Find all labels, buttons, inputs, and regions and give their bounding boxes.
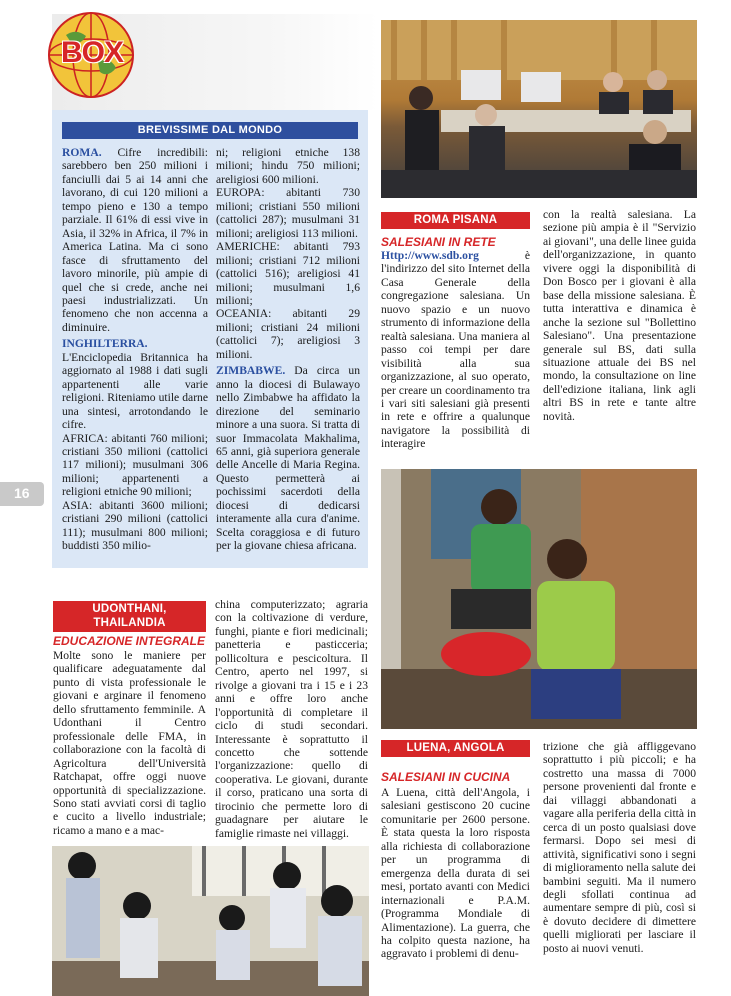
- luena-body-2: trizione che già affliggevano soprattutto i più piccoli; e ha costretto una massa di 7000 persone provenienti dal fronte e dai villaggi abbandonati a vagare alla periferia della città in cerca di un posto qualsiasi dove fermarsi. Dopo sei mesi di attività, significativi sono i segni di miglioramento nella salute dei bambini seguiti. Ma il numero degli sfollati continua ad aumentare sempre di più, così si è dovuto decidere di dimettere quelli migliorati per lasciare il posto ai nuovi venuti.: [543, 740, 696, 955]
- page-number: 16: [14, 485, 30, 501]
- luena-column-1: [381, 786, 530, 961]
- luena-body-1: A Luena, città dell'Angola, i salesiani gestiscono 20 cucine comunitarie per 2600 persone. È stata questa la loro risposta alla richiesta di collaborazione per un programma di emergenza della durata di sei mesi, portato avanti con Medici internazionali e P.A.M. (Programma Mondiale di Alimentazione). La guerra, che ha colpito questa nazione, ha aggravato i problemi di denu-: [381, 786, 530, 961]
- item-lead: INGHILTERRA.: [62, 337, 148, 351]
- roma-body-1: è l'indirizzo del sito Internet della Casa Generale della congregazione salesiana. Un nuovo spazio e un nuovo strumento di informazione della realtà salesiana. Una maniera al passo coi tempi per dare visibilità alla sua organizzazione, al suo operato, per creare un coordinamento tra i vari siti salesiani già presenti in rete e offrire a qualunque navigatore la possibilità di interagire: [381, 249, 530, 451]
- udon-body-2: china computerizzato; agraria con la coltivazione di verdure, funghi, piante e fiori medicinali; panetteria e pasticceria; pollicoltura e pescicoltura. Il Centro, aperto nel 1997, si rivolge a giovani tra i 15 e i 23 anni e offre loro anche l'opportunità di completare il ciclo di studi secondari. Interessante è soprattutto il concetto che sottende l'organizzazione: quello di cooperativa. Le giovani, durante il corso, praticano una sorta di tirocinio che permette loro di guadagnare per aiutare le famiglie rimaste nei villaggi.: [215, 598, 368, 840]
- box-column-1: [62, 146, 208, 553]
- item-text: AMERICHE: abitanti 793 milioni; cristiani 712 milioni (cattolici 516); areligiosi 41 milioni; musulmani 1,6 milioni;: [216, 240, 360, 307]
- luena-subheading: SALESIANI IN CUCINA: [381, 770, 511, 784]
- udon-heading: [53, 601, 206, 632]
- roma-column-2: [543, 208, 696, 423]
- udon-heading-text: UDONTHANI, THAILANDIA: [92, 603, 167, 629]
- box-item: [62, 146, 208, 334]
- box-item: [62, 337, 208, 431]
- item-text: Da circa un anno la diocesi di Bulawayo nello Zimbabwe ha affidato la direzione del seminario minore a una suora. Si tratta di suor Immacolata Makhalima, 65 anni, già superiora generale delle Ancelle di Maria Regina. Questo permetterà ai pochissimi sacerdoti della diocesi di dedicarsi interamente alla cura d'anime. Scelta coraggiosa e di futuro per la giovane chiesa africana.: [216, 364, 360, 553]
- item-text: ni; religioni etniche 138 milioni; hindu 750 milioni; areligiosi 600 milioni.: [216, 146, 360, 186]
- item-text: AFRICA: abitanti 760 milioni; cristiani 350 milioni (cattolici 117 milioni); musulmani 306 milioni; appartenenti a religioni etniche 90 milioni;: [62, 431, 208, 499]
- udon-column-1: [53, 649, 206, 837]
- item-text: OCEANIA: abitanti 29 milioni; cristiani 24 milioni (cattolici 7); areligiosi 3 milioni.: [216, 307, 360, 361]
- item-text: Cifre incredibili: sarebbero ben 250 milioni i fanciulli dai 5 ai 14 anni che lavorano, di cui 120 milioni a tempo pieno e 130 a tempo parziale. Il 61% di essi vive in Asia, il 32% in Africa, il 7% in America Latina. Ma ci sono fasce di sfruttamento del lavoro minorile, più ampie di quel che si crede, anche nei paesi industrializzati. Un fenomeno che non accenna a diminuire.: [62, 146, 208, 334]
- roma-subheading: SALESIANI IN RETE: [381, 235, 496, 249]
- box-logo: [46, 10, 136, 100]
- udon-subheading: EDUCAZIONE INTEGRALE: [53, 634, 206, 648]
- item-text: ASIA: abitanti 3600 milioni; cristiani 290 milioni (cattolici 111); musulmani 800 milioni; buddisti 350 milio-: [62, 498, 208, 553]
- roma-body-2: con la realtà salesiana. La sezione più ampia è il "Servizio ai giovani", una delle linee guida dell'organizzazione, in quanto vivere oggi la disponibilità di Don Bosco per i giovani è alla base della missione salesiana. È tutta interattiva e dinamica è anche la sezione sul "Bollettino Salesiano". Una presentazione generale sul BS, dati sulla situazione attuale dei BS nel mondo, la consultazione on line dell'edizione italiana, link agli altri BS in rete e tante altre novità.: [543, 208, 696, 423]
- meeting-photo: [381, 20, 697, 198]
- angola-photo: [381, 469, 697, 729]
- box-item: [62, 499, 208, 553]
- item-lead: ZIMBABWE.: [216, 364, 286, 378]
- box-item: [62, 432, 208, 499]
- students-photo: [52, 846, 369, 996]
- box-heading: BREVISSIME DAL MONDO: [62, 122, 358, 139]
- roma-text: [381, 249, 530, 451]
- luena-column-2: [543, 740, 696, 955]
- box-column-2: [216, 146, 360, 553]
- udon-column-2: [215, 598, 368, 840]
- roma-heading: ROMA PISANA: [381, 212, 530, 229]
- udon-body-1: Molte sono le maniere per qualificare adeguatamente dal punto di vista professionale le giovani e arginare il fenomeno dello sfruttamento femminile. A Udonthani il Centro professionale delle FMA, in collaborazione con la facoltà di Agricoltura dell'Università Ratchapat, offre oggi nuove opportunità di specializzazione. Sono stati avviati corsi di taglio e cucito a livello industriale; ricamo a mano e a mac-: [53, 649, 206, 837]
- item-text: EUROPA: abitanti 730 milioni; cristiani 550 milioni (cattolici 287); musulmani 31 milioni; areligiosi 113 milioni.: [216, 186, 360, 240]
- box-item: [216, 146, 360, 186]
- box-item: [216, 186, 360, 240]
- item-lead: ROMA.: [62, 146, 102, 159]
- box-item: [216, 364, 360, 552]
- roma-link[interactable]: Http://www.sdb.org: [381, 249, 479, 262]
- item-text: L'Enciclopedia Britannica ha aggiornato al 1988 i dati sugli appartenenti alle varie religioni. Riteniamo utile darne una sintesi, arrotondando le cifre.: [62, 350, 208, 432]
- logo-text: BOX: [60, 36, 123, 69]
- luena-heading: LUENA, ANGOLA: [381, 740, 530, 757]
- box-item: [216, 307, 360, 361]
- page-number-tab: [0, 482, 44, 506]
- roma-column-1: [381, 249, 530, 451]
- box-item: [216, 240, 360, 307]
